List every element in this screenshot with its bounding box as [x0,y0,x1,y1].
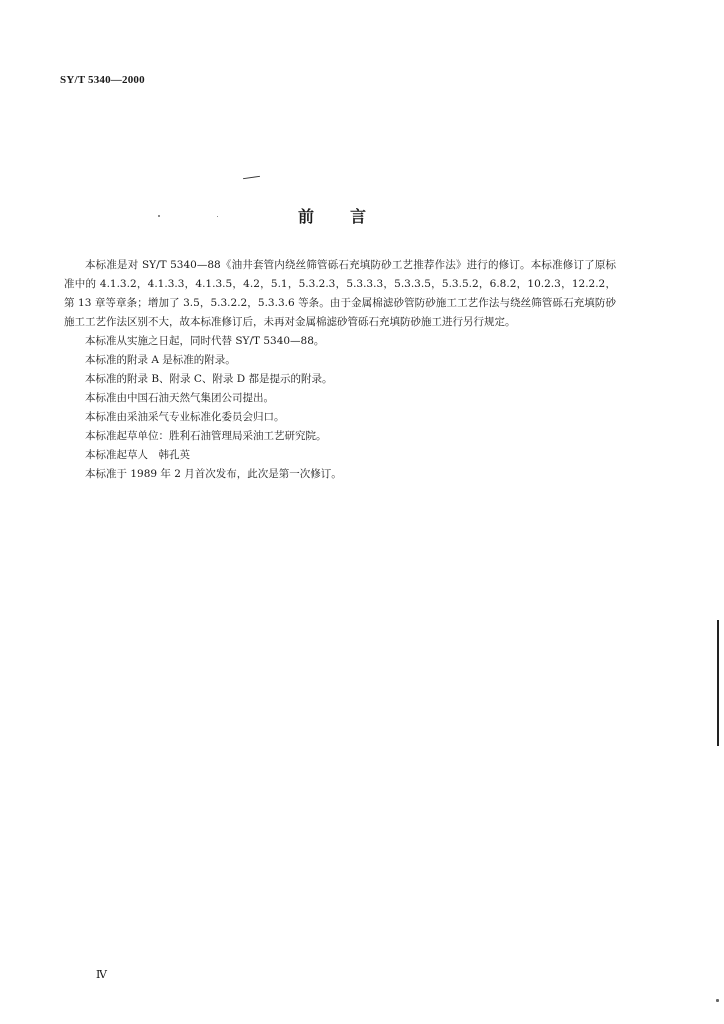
scan-speck [158,215,160,217]
paragraph-history: 本标准于 1989 年 2 月首次发布，此次是第一次修订。 [85,468,342,480]
scan-speck [716,999,719,1002]
paragraph-appendix-bcd: 本标准的附录 B、附录 C、附录 D 都是提示的附录。 [85,373,333,385]
scan-mark [243,176,260,179]
paragraph-proposer: 本标准由中国石油天然气集团公司提出。 [85,392,274,404]
foreword-body [64,256,616,484]
standard-code: SY/T 5340—2000 [60,74,145,86]
page-number: Ⅳ [96,969,107,981]
paragraph-revision: 本标准是对 SY/T 5340—88《油井套管内绕丝筛管砾石充填防砂工艺推荐作法》进行的修订。本标准修订了原标准中的 4.1.3.2，4.1.3.3，4.1.3.5，4.2，5.1，5.3.2.3，5.3.3.3，5.3.3.5，5.3.5.2，6.8.2，10.2.3，12.2.2，第 13 章等章条；增加了 3.5，5.3.2.2，5.3.3.6 等条。由于金属棉滤砂管防砂施工工艺作法与绕丝筛管砾石充填防砂施工工艺作法区别不大，故本标准修订后，未再对金属棉滤砂管砾石充填防砂施工进行另行规定。 [64,259,616,328]
page-title: 前言 [298,207,403,226]
paragraph-committee: 本标准由采油采气专业标准化委员会归口。 [85,411,285,423]
paragraph-appendix-a: 本标准的附录 A 是标准的附录。 [85,354,236,366]
paragraph-drafter: 本标准起草人 韩孔英 [85,449,190,461]
scan-edge-line [717,620,719,746]
scan-speck [217,216,218,217]
paragraph-drafting-unit: 本标准起草单位：胜利石油管理局采油工艺研究院。 [85,430,327,442]
paragraph-effective: 本标准从实施之日起，同时代替 SY/T 5340—88。 [85,335,325,347]
